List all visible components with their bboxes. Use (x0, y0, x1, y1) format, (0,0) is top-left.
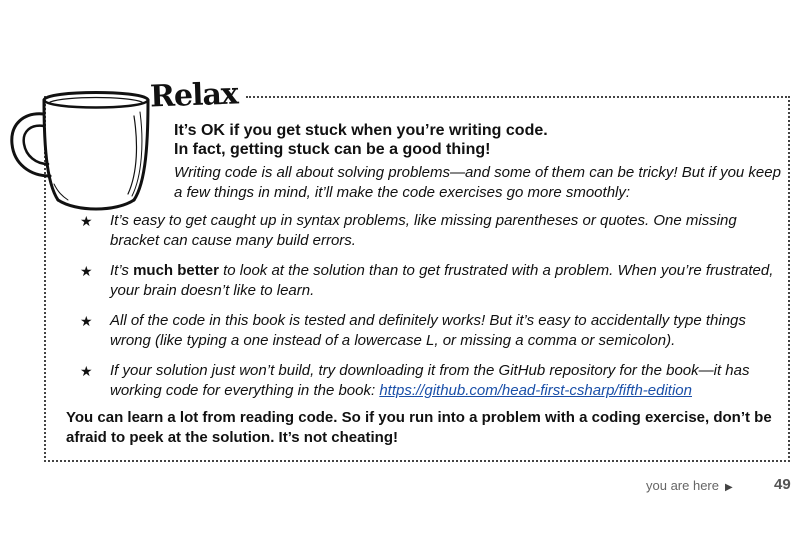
tip-text: It’s easy to get caught up in syntax problems, like missing parentheses or quotes. One missing bracket can cause many build errors. (110, 212, 737, 249)
callout-box-top-border (246, 96, 790, 98)
callout-heading-line-2: In fact, getting stuck can be a good thing! (174, 141, 491, 158)
tip-item-syntax (76, 211, 788, 251)
star-bullet-icon: ★ (80, 313, 93, 329)
callout-heading-line-1: It’s OK if you get stuck when you’re writing code. (174, 122, 548, 139)
tip-emphasis: much better (133, 262, 219, 279)
tip-text-end: to look at the solution than to get frustrated with a problem. When you’re frustrated, your brain doesn’t like to learn. (110, 262, 774, 299)
footer-nav-text: you are here (646, 478, 719, 493)
right-arrow-icon: ▶ (725, 482, 733, 493)
tip-text: If your solution just won’t build, try downloading it from the GitHub repository for the book—it has working code for everything in the book: (110, 362, 750, 399)
page-number: 49 (774, 476, 791, 493)
tip-item-frustration (76, 261, 788, 301)
callout-heading (174, 121, 548, 159)
star-bullet-icon: ★ (80, 263, 93, 279)
tip-item-tested-code (76, 311, 788, 351)
tip-item-github (76, 361, 788, 401)
github-repo-link[interactable]: https://github.com/head-first-csharp/fifth-edition (379, 382, 692, 399)
tip-text: All of the code in this book is tested and definitely works! But it’s easy to accidentally type things wrong (like typing a one instead of a lowercase L, or missing a comma or semicolon). (110, 312, 746, 349)
star-bullet-icon: ★ (80, 363, 93, 379)
intro-paragraph: Writing code is all about solving problems—and some of them can be tricky! But if you keep a few things in mind, it’ll make the code exercises go more smoothly: (174, 164, 781, 201)
footer-you-are-here (646, 478, 733, 493)
tip-text-start: It’s (110, 262, 134, 279)
star-bullet-icon: ★ (80, 213, 93, 229)
coffee-mug-icon (6, 72, 156, 222)
relax-title: Relax (149, 76, 239, 115)
tips-list (76, 211, 788, 401)
closing-paragraph: You can learn a lot from reading code. So if you run into a problem with a coding exercise, don’t be afraid to peek at the solution. It’s not cheating! (66, 409, 772, 446)
